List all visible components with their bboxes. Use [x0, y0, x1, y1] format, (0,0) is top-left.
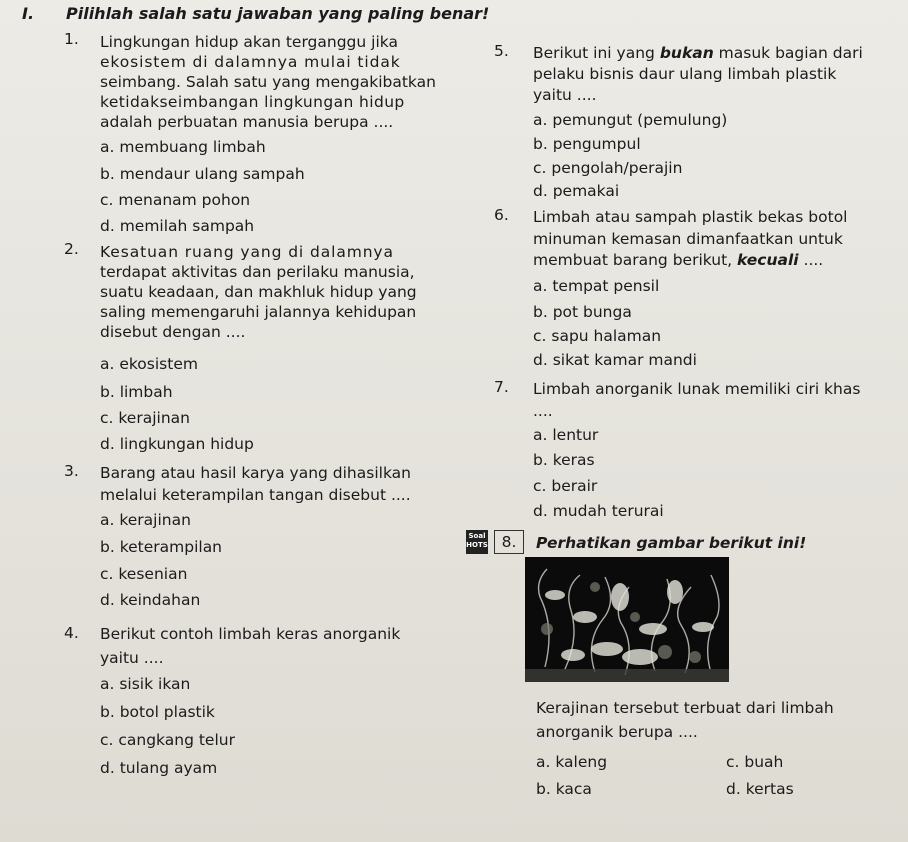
- q2-line: suatu keadaan, dan makhluk hidup yang: [100, 283, 417, 301]
- q6-option-d[interactable]: d. sikat kamar mandi: [533, 351, 697, 369]
- q8-number: 8.: [494, 530, 524, 554]
- q4-line: yaitu ....: [100, 649, 164, 667]
- q7-option-a[interactable]: a. lentur: [533, 426, 599, 444]
- q2-option-b[interactable]: b. limbah: [100, 383, 173, 401]
- craft-photo: [525, 557, 729, 682]
- q6-number: 6.: [494, 206, 509, 224]
- q1-option-d[interactable]: d. memilah sampah: [100, 217, 255, 235]
- q1-line: seimbang. Salah satu yang mengakibatkan: [100, 73, 436, 91]
- q3-line: melalui keterampilan tangan disebut ....: [100, 486, 411, 504]
- q2-line: Kesatuan ruang yang di dalamnya: [100, 243, 394, 261]
- hots-badge: Soal HOTS: [466, 530, 488, 554]
- q8-line: Kerajinan tersebut terbuat dari limbah: [536, 699, 834, 717]
- q3-line: Barang atau hasil karya yang dihasilkan: [100, 464, 411, 482]
- q1-option-c[interactable]: c. menanam pohon: [100, 191, 251, 209]
- q3-option-a[interactable]: a. kerajinan: [100, 511, 191, 529]
- q6-line-with-emphasis: membuat barang berikut, kecuali ....: [533, 251, 824, 269]
- q4-option-d[interactable]: d. tulang ayam: [100, 759, 218, 777]
- q1-number: 1.: [64, 30, 79, 48]
- q7-option-c[interactable]: c. berair: [533, 477, 598, 495]
- q7-number: 7.: [494, 378, 509, 396]
- q8-option-c[interactable]: c. buah: [726, 753, 784, 771]
- q2-line: terdapat aktivitas dan perilaku manusia,: [100, 263, 415, 281]
- q3-option-b[interactable]: b. keterampilan: [100, 538, 223, 556]
- instruction-heading: Pilihlah salah satu jawaban yang paling benar!: [66, 4, 490, 23]
- q2-option-d[interactable]: d. lingkungan hidup: [100, 435, 254, 453]
- q2-line: saling memengaruhi jalannya kehidupan: [100, 303, 417, 321]
- q2-option-c[interactable]: c. kerajinan: [100, 409, 190, 427]
- q7-option-d[interactable]: d. mudah terurai: [533, 502, 664, 520]
- q2-line: disebut dengan ....: [100, 323, 246, 341]
- q6-line: minuman kemasan dimanfaatkan untuk: [533, 230, 843, 248]
- q5-line: yaitu ....: [533, 86, 597, 104]
- q4-option-c[interactable]: c. cangkang telur: [100, 731, 235, 749]
- q4-line: Berikut contoh limbah keras anorganik: [100, 625, 401, 643]
- q8-line: anorganik berupa ....: [536, 723, 698, 741]
- q5-line: pelaku bisnis daur ulang limbah plastik: [533, 65, 837, 83]
- q1-line: ekosistem di dalamnya mulai tidak: [100, 53, 401, 71]
- q1-line: adalah perbuatan manusia berupa ....: [100, 113, 394, 131]
- q6-line: Limbah atau sampah plastik bekas botol: [533, 208, 848, 226]
- q3-option-d[interactable]: d. keindahan: [100, 591, 201, 609]
- q5-option-b[interactable]: b. pengumpul: [533, 135, 641, 153]
- q6-option-a[interactable]: a. tempat pensil: [533, 277, 660, 295]
- q8-option-d[interactable]: d. kertas: [726, 780, 794, 798]
- q6-option-b[interactable]: b. pot bunga: [533, 303, 632, 321]
- q5-option-d[interactable]: d. pemakai: [533, 182, 620, 200]
- q3-option-c[interactable]: c. kesenian: [100, 565, 188, 583]
- craft-photo-illustration: [525, 557, 729, 682]
- q6-option-c[interactable]: c. sapu halaman: [533, 327, 662, 345]
- q7-line: ....: [533, 402, 553, 420]
- instruction-number: I.: [22, 4, 35, 23]
- q3-number: 3.: [64, 462, 79, 480]
- q5-line-with-emphasis: Berikut ini yang bukan masuk bagian dari: [533, 44, 863, 62]
- q5-option-a[interactable]: a. pemungut (pemulung): [533, 111, 728, 129]
- q4-number: 4.: [64, 624, 79, 642]
- q4-option-b[interactable]: b. botol plastik: [100, 703, 215, 721]
- q5-emphasis: bukan: [659, 44, 714, 62]
- q4-option-a[interactable]: a. sisik ikan: [100, 675, 191, 693]
- q8-prompt: Perhatikan gambar berikut ini!: [536, 534, 807, 552]
- q2-number: 2.: [64, 240, 79, 258]
- q8-option-a[interactable]: a. kaleng: [536, 753, 608, 771]
- q1-option-b[interactable]: b. mendaur ulang sampah: [100, 165, 305, 183]
- q6-emphasis: kecuali: [737, 251, 799, 269]
- q1-option-a[interactable]: a. membuang limbah: [100, 138, 266, 156]
- q5-option-c[interactable]: c. pengolah/perajin: [533, 159, 683, 177]
- q1-line: Lingkungan hidup akan terganggu jika: [100, 33, 398, 51]
- q5-number: 5.: [494, 42, 509, 60]
- q2-option-a[interactable]: a. ekosistem: [100, 355, 198, 373]
- q1-line: ketidakseimbangan lingkungan hidup: [100, 93, 405, 111]
- q7-option-b[interactable]: b. keras: [533, 451, 595, 469]
- q7-line: Limbah anorganik lunak memiliki ciri khas: [533, 380, 861, 398]
- q8-option-b[interactable]: b. kaca: [536, 780, 592, 798]
